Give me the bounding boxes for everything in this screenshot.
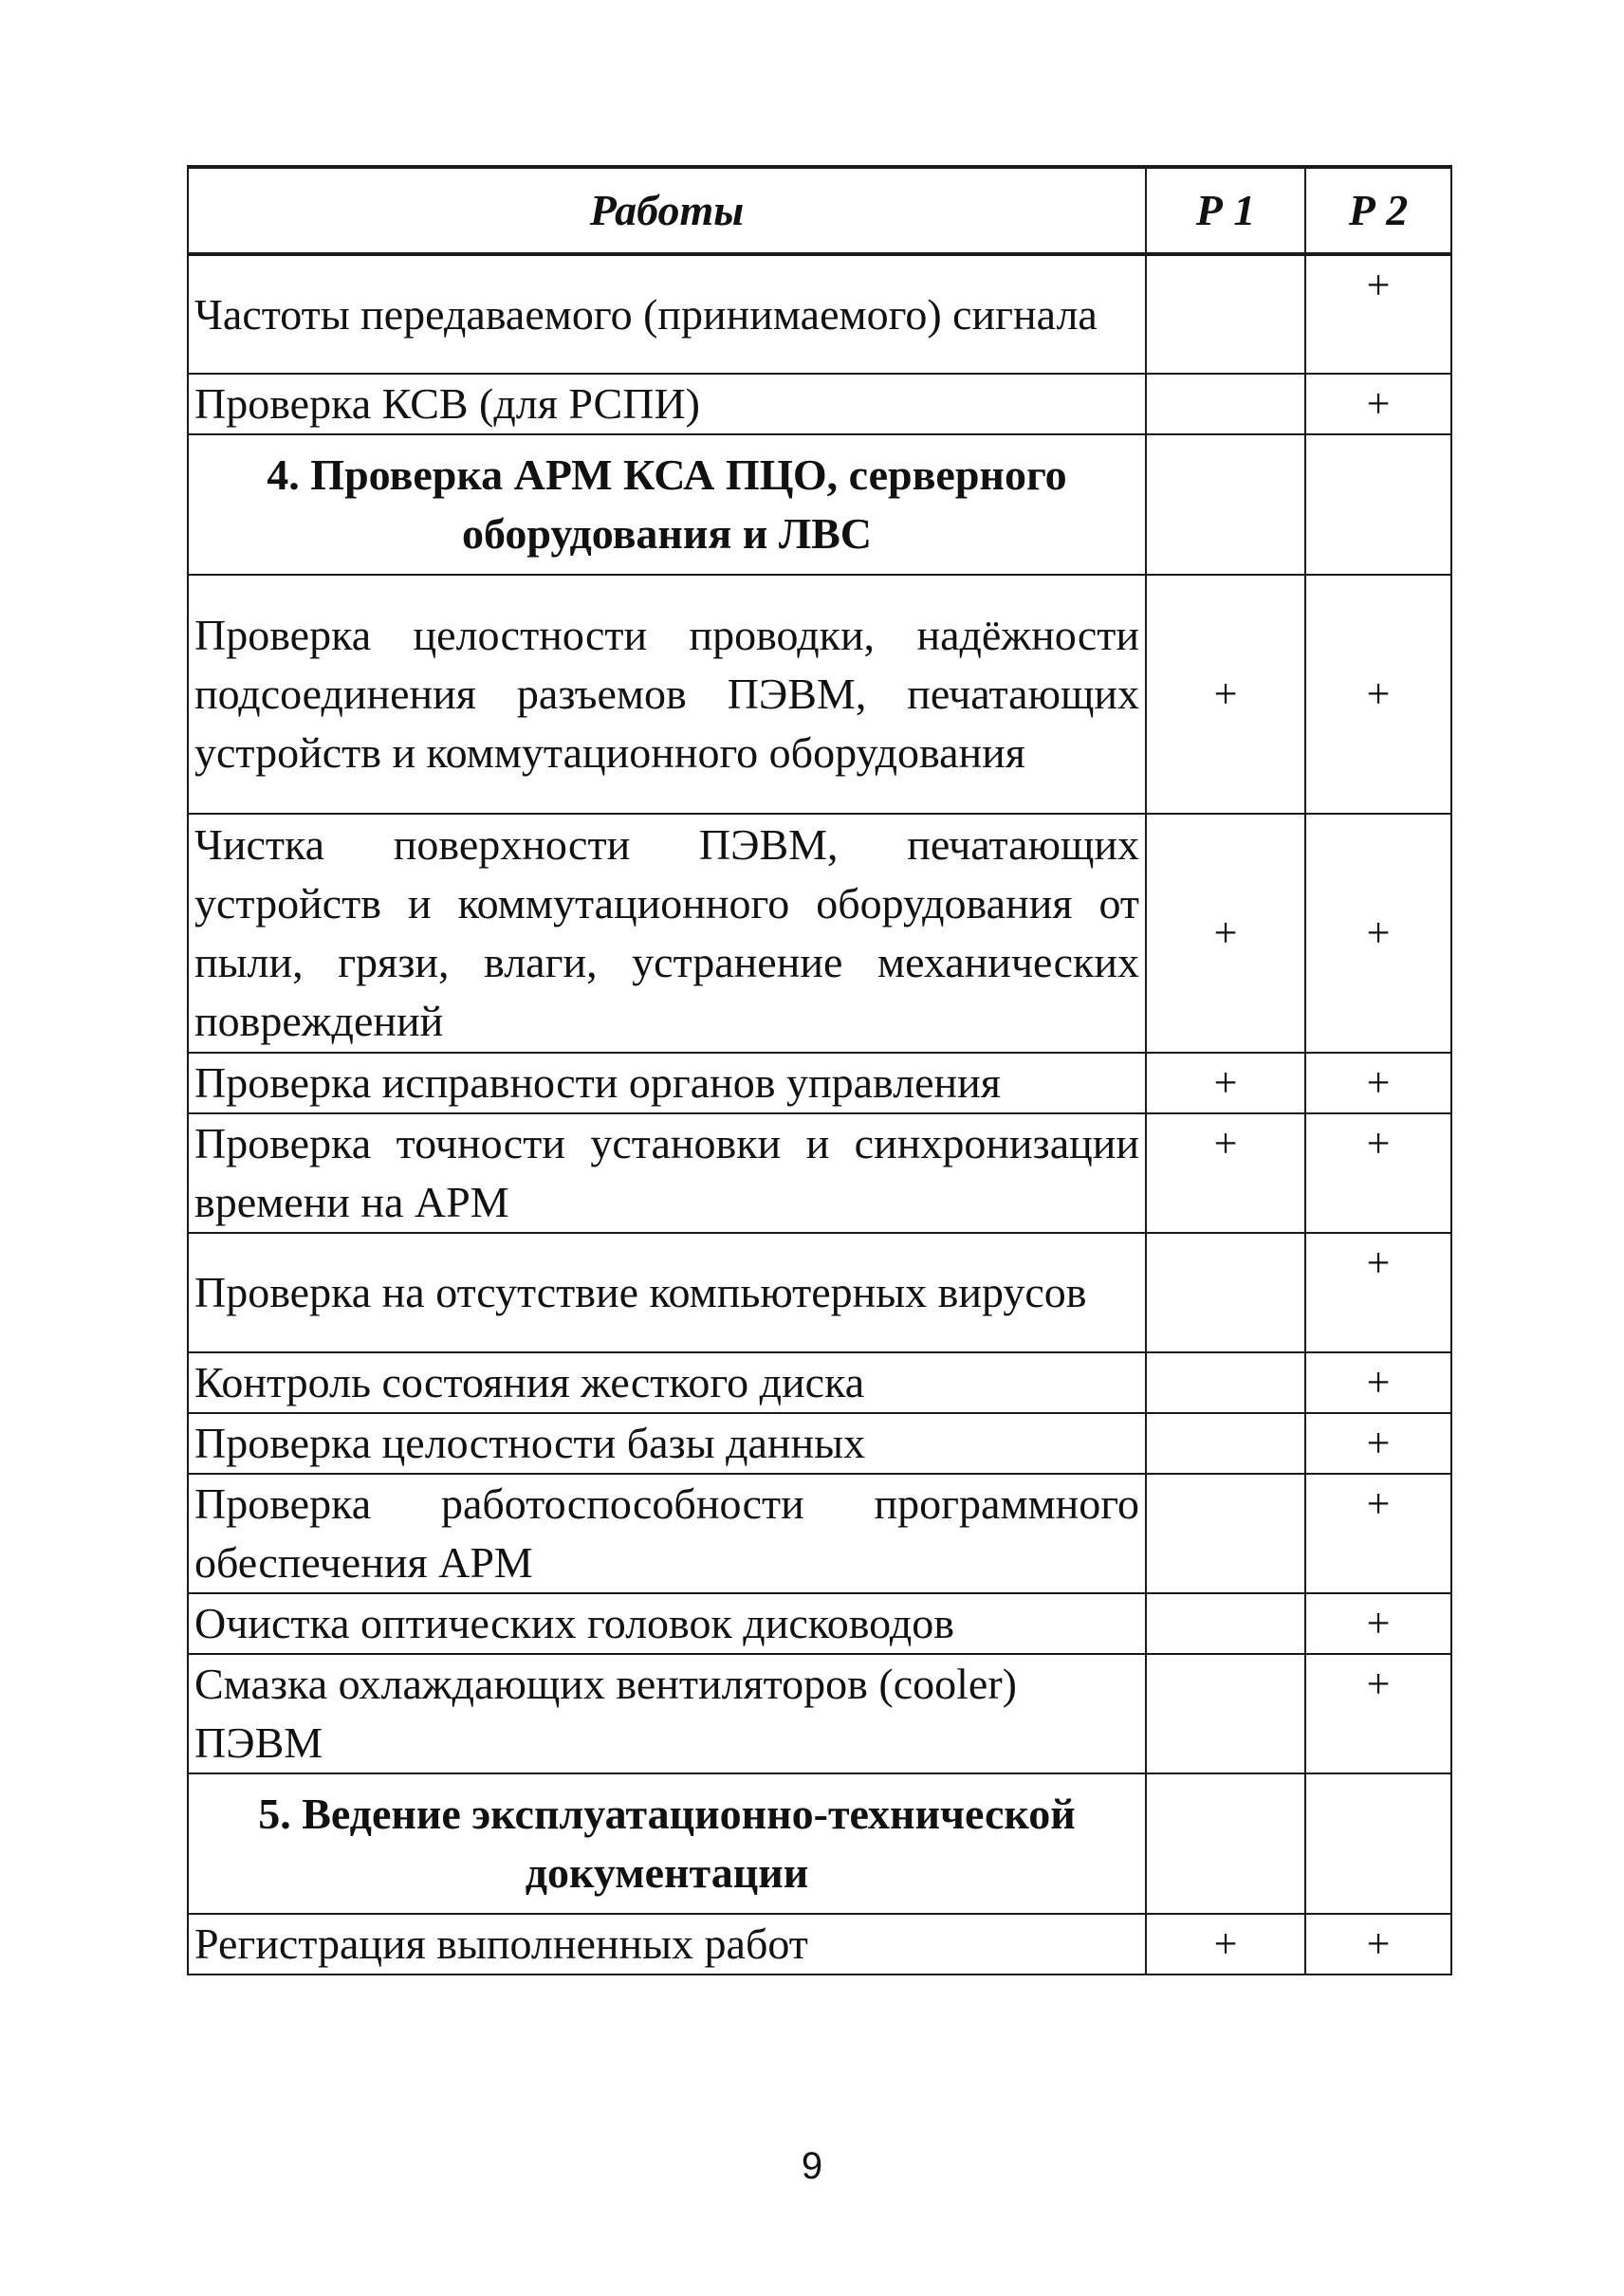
work-cell: Проверка исправности органов управления (188, 1053, 1146, 1113)
p2-cell: + (1305, 1593, 1451, 1654)
work-cell: Проверка целостности проводки, надёжности подсоединения разъемов ПЭВМ, печатающих устройств и коммутационного оборудования (188, 575, 1146, 814)
section-row (188, 434, 1451, 575)
p2-cell: + (1305, 575, 1451, 814)
table-row (188, 575, 1451, 814)
p1-cell (1146, 254, 1305, 374)
table-row (188, 814, 1451, 1053)
p2-cell: + (1305, 1654, 1451, 1773)
table-row (188, 1593, 1451, 1654)
p2-cell: + (1305, 1053, 1451, 1113)
work-cell: Контроль состояния жесткого диска (188, 1352, 1146, 1413)
p1-cell (1146, 1233, 1305, 1352)
table-row (188, 1233, 1451, 1352)
p1-cell (1146, 1413, 1305, 1474)
p2-cell: + (1305, 1352, 1451, 1413)
p2-cell (1305, 1773, 1451, 1914)
p2-cell: + (1305, 1233, 1451, 1352)
p1-cell: + (1146, 575, 1305, 814)
p1-cell (1146, 374, 1305, 434)
p2-cell: + (1305, 1113, 1451, 1233)
header-works: Работы (188, 167, 1146, 254)
p1-cell (1146, 1654, 1305, 1773)
p1-cell: + (1146, 1914, 1305, 1975)
header-p2: Р 2 (1305, 167, 1451, 254)
table-row (188, 1413, 1451, 1474)
section-title: 4. Проверка АРМ КСА ПЦО, серверного оборудования и ЛВС (188, 434, 1146, 575)
p2-cell: + (1305, 254, 1451, 374)
work-cell: Смазка охлаждающих вентиляторов (cooler) ПЭВМ (188, 1654, 1146, 1773)
maintenance-works-table (187, 165, 1452, 1975)
p2-cell: + (1305, 814, 1451, 1053)
table-row (188, 374, 1451, 434)
work-cell: Частоты передаваемого (принимаемого) сигнала (188, 254, 1146, 374)
work-cell: Очистка оптических головок дисководов (188, 1593, 1146, 1654)
table-row (188, 254, 1451, 374)
p2-cell: + (1305, 1474, 1451, 1593)
page-number: 9 (801, 2145, 823, 2187)
p1-cell: + (1146, 1053, 1305, 1113)
work-cell: Проверка работоспособности программного обеспечения АРМ (188, 1474, 1146, 1593)
p1-cell (1146, 1352, 1305, 1413)
p1-cell: + (1146, 814, 1305, 1053)
table-row (188, 1654, 1451, 1773)
section-row (188, 1773, 1451, 1914)
header-p1: Р 1 (1146, 167, 1305, 254)
section-title: 5. Ведение эксплуатационно-технической документации (188, 1773, 1146, 1914)
work-cell: Чистка поверхности ПЭВМ, печатающих устройств и коммутационного оборудования от пыли, грязи, влаги, устранение механических повреждений (188, 814, 1146, 1053)
work-cell: Проверка КСВ (для РСПИ) (188, 374, 1146, 434)
table-header (188, 167, 1451, 254)
p2-cell: + (1305, 1914, 1451, 1975)
p1-cell (1146, 1773, 1305, 1914)
table-row (188, 1914, 1451, 1975)
p1-cell (1146, 1593, 1305, 1654)
table-row (188, 1352, 1451, 1413)
p2-cell: + (1305, 1413, 1451, 1474)
table-body (188, 254, 1451, 1975)
work-cell: Проверка на отсутствие компьютерных вирусов (188, 1233, 1146, 1352)
p2-cell (1305, 434, 1451, 575)
work-cell: Проверка целостности базы данных (188, 1413, 1146, 1474)
table-row (188, 1474, 1451, 1593)
p2-cell: + (1305, 374, 1451, 434)
p1-cell (1146, 1474, 1305, 1593)
work-cell: Проверка точности установки и синхронизации времени на АРМ (188, 1113, 1146, 1233)
p1-cell (1146, 434, 1305, 575)
p1-cell: + (1146, 1113, 1305, 1233)
table-row (188, 1113, 1451, 1233)
work-cell: Регистрация выполненных работ (188, 1914, 1146, 1975)
table-row (188, 1053, 1451, 1113)
